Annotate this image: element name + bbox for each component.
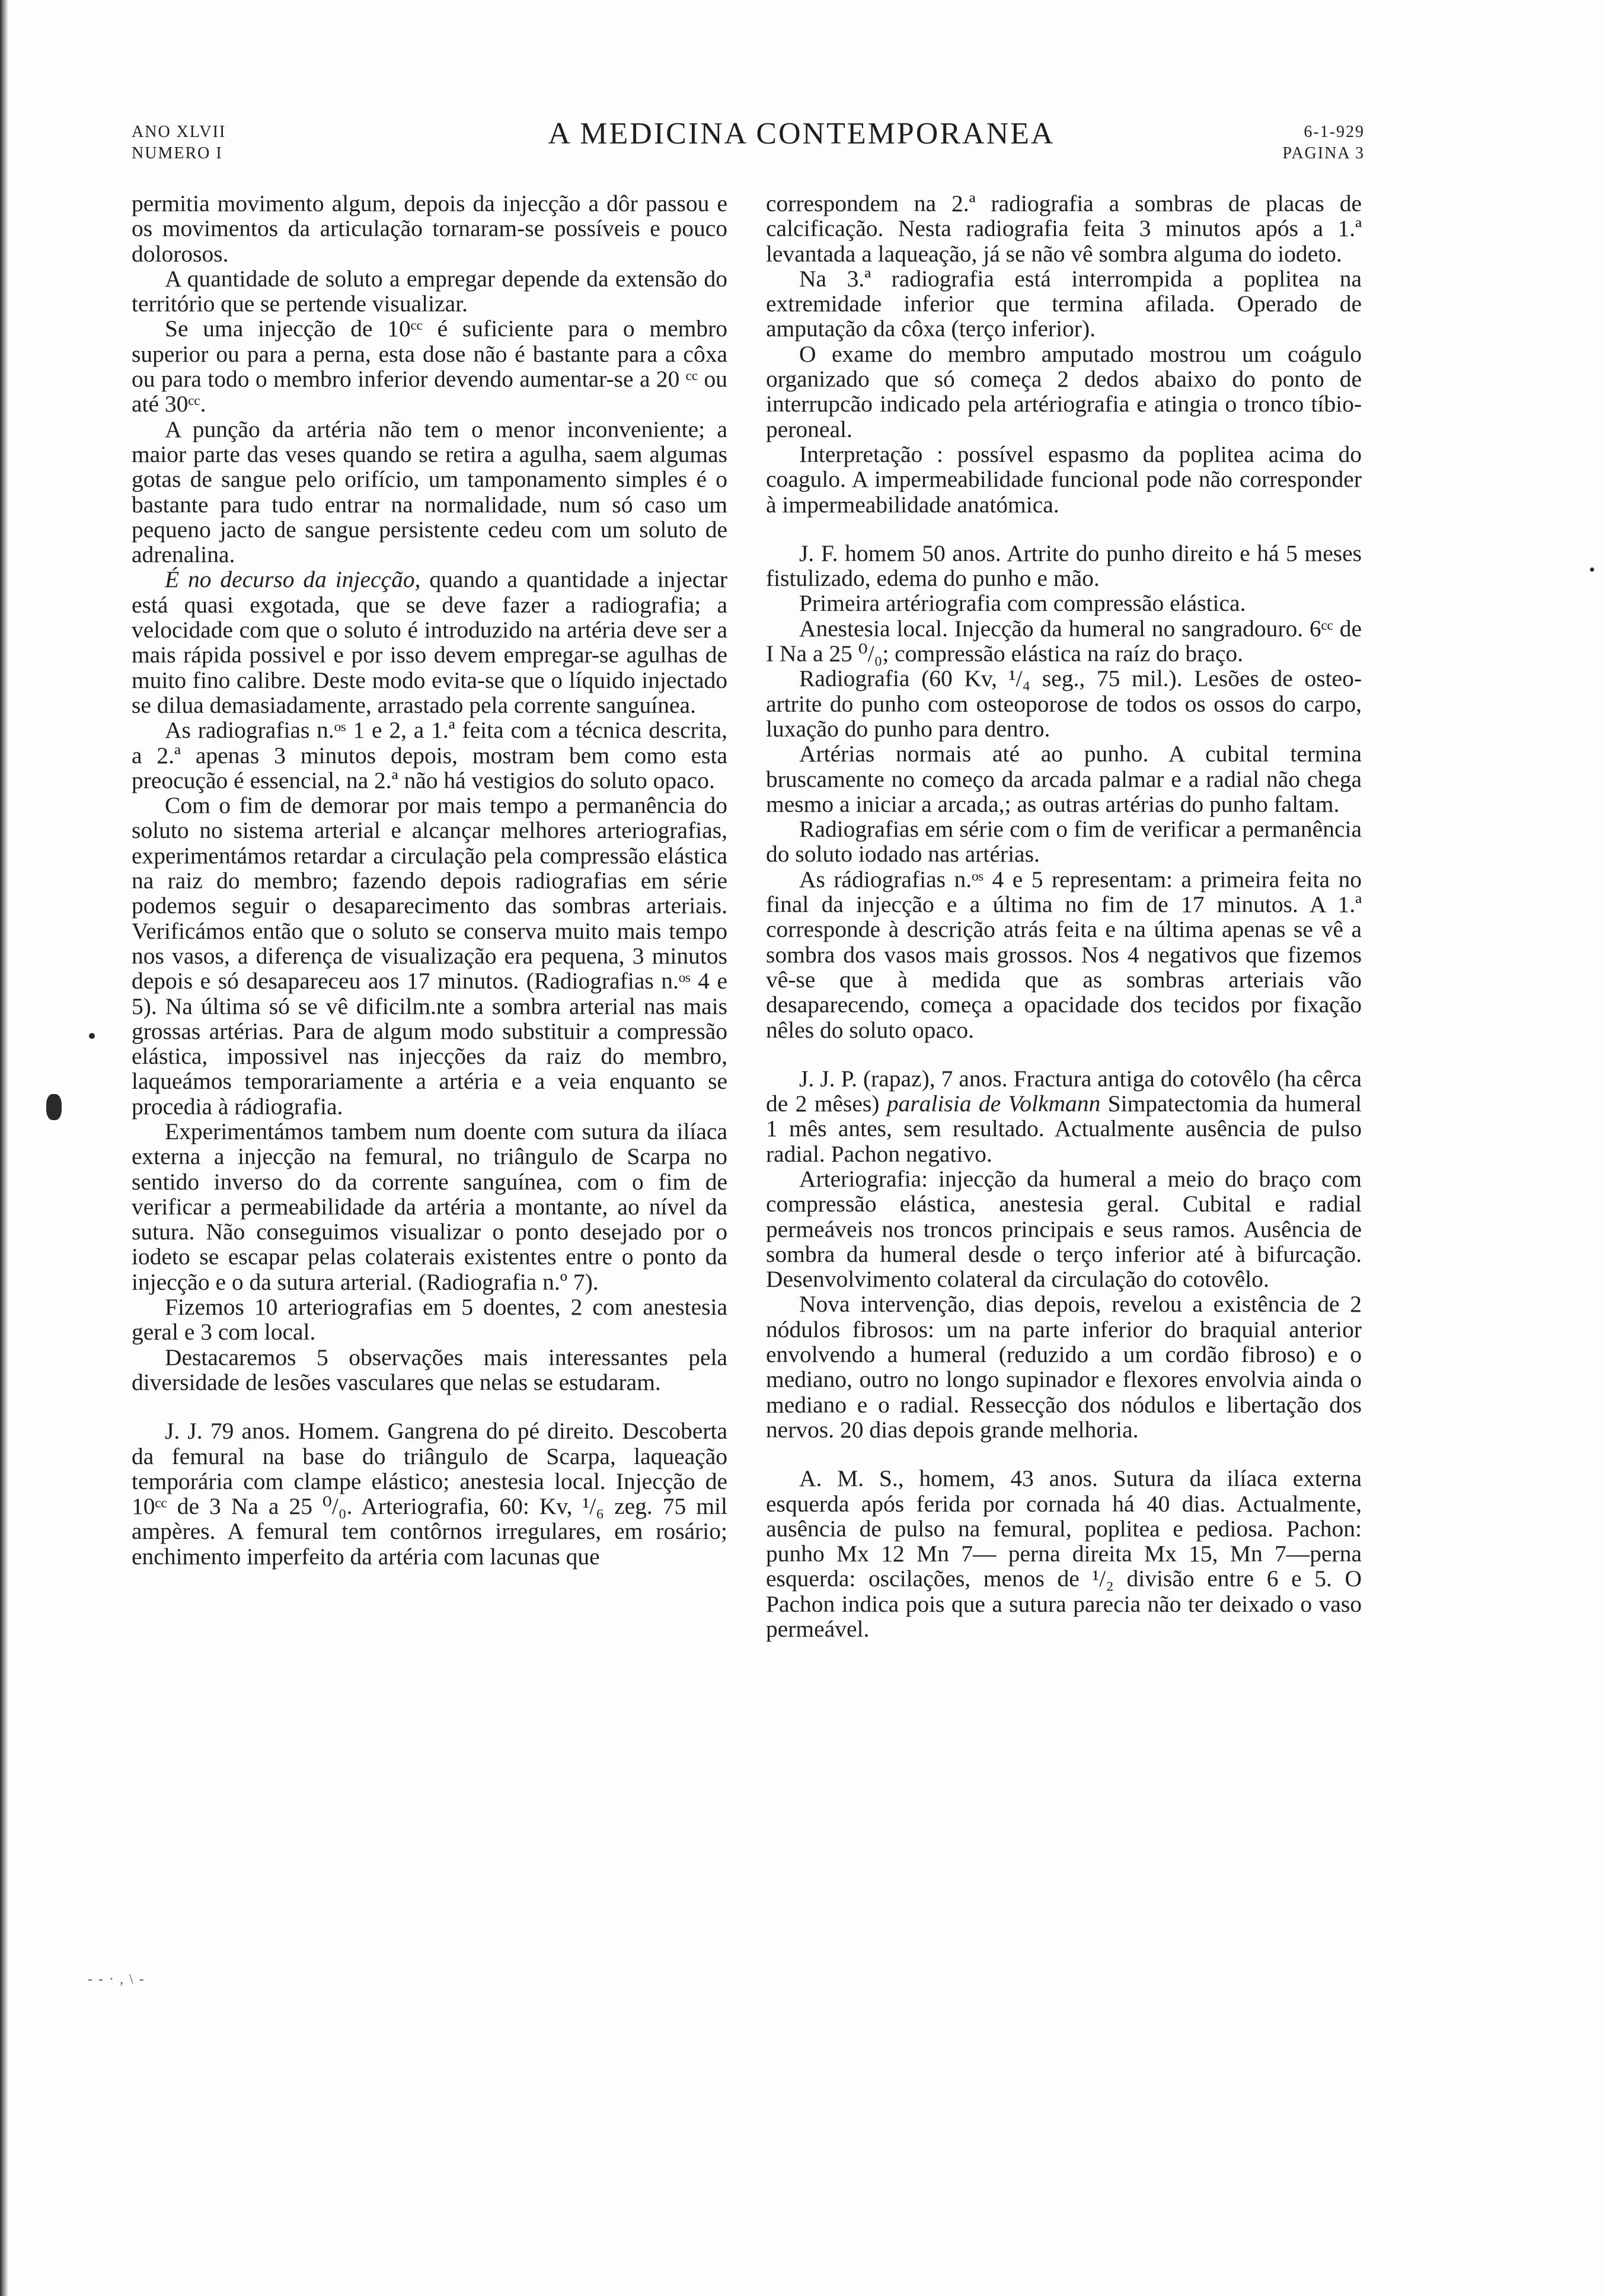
paragraph: Primeira artériografia com compressão elástica. <box>799 590 1246 617</box>
case-report: A. M. S., homem, 43 anos. Sutura da ilíaca externa esquerda após ferida por cornada há 40 dias. Actualmente, ausência de pulso na femural, poplitea e pediosa. Pachon: punho Mx 12 Mn 7— perna direita Mx 15, Mn 7—perna esquerda: oscilações, menos de ¹/₂ divisão entre 6 e 5. O Pachon indica pois que a sutura parecia não ter deixado o vaso permeável. <box>766 1465 1362 1643</box>
ink-speck <box>1590 567 1594 572</box>
paragraph: Interpretação : possível espasmo da poplitea acima do coagulo. A impermeabilidade funcional pode não corresponder à impermeabilidade anatómica. <box>766 441 1362 518</box>
paragraph: Arteriografia: injecção da humeral a meio do braço com compressão elástica, anestesia geral. Cubital e radial permeáveis nos troncos principais e seus ramos. Ausência de sombra da humeral desde o terço inferior até à bifurcação. Desenvolvimento colateral da circulação do cotovêlo. <box>766 1165 1362 1293</box>
paragraph: Radiografia (60 Kv, ¹/₄ seg., 75 mil.). Lesões de osteo-artrite do punho com osteoporose de todos os ossos do carpo, luxação do punho para dentro. <box>766 665 1362 742</box>
date-page-info <box>1282 122 1365 164</box>
paragraph: A punção da artéria não tem o menor inconveniente; a maior parte das veses quando se retira a agulha, saem algumas gotas de sangue pelo orifício, um tamponamento simples é o bastante para tudo entrar na normalidade, num só caso um pequeno jacto de sangue persistente cedeu com um soluto de adrenalina. <box>132 416 727 568</box>
paragraph: Fizemos 10 arteriografias em 5 doentes, 2 com anestesia geral e 3 com local. <box>132 1294 727 1345</box>
page-label: PAGINA 3 <box>1282 144 1365 162</box>
paragraph: Na 3.ª radiografia está interrompida a poplitea na extremidade inferior que termina afilada. Operado de amputação da côxa (terço inferior). <box>766 265 1362 342</box>
paragraph: Radiografias em série com o fim de verificar a permanência do soluto iodado nas artérias. <box>766 816 1362 868</box>
margin-scribble: - - · , \ - <box>88 1972 145 1987</box>
case-report: J. F. homem 50 anos. Artrite do punho direito e há 5 meses fistulizado, edema do punho e mão. <box>766 540 1362 592</box>
paragraph: A quantidade de soluto a empregar depende da extensão do território que se pertende visualizar. <box>132 265 727 317</box>
ink-blot <box>46 1094 62 1120</box>
paragraph-text: quando a quantidade a injectar está quasi exgotada, que se deve fazer a radiografia; a velocidade com que o soluto é introduzido na artéria deve ser a mais rápida possivel e por isso devem empregar-se agulhas de muito fino calibre. Deste modo evita-se que o líquido injectado se dilua demasiadamente, arrastado pela corrente sanguínea. <box>132 566 727 718</box>
right-column <box>766 191 1362 1641</box>
paragraph: Destacaremos 5 observações mais interessantes pela diversidade de lesões vasculares que nelas se estudaram. <box>132 1344 727 1395</box>
paragraph: Experimentámos tambem num doente com sutura da ilíaca externa a injecção na femural, no triângulo de Scarpa no sentido inverso do da corrente sanguínea, com o fim de verificar a permeabilidade da artéria a montante, ao nível da sutura. Não conseguimos visualizar o ponto desejado por o iodeto se escapar pelas colaterais existentes entre o ponto da injecção e o da sutura arterial. (Radiografia n.º 7). <box>132 1118 727 1295</box>
journal-title: A MEDICINA CONTEMPORANEA <box>548 117 1055 151</box>
paragraph: Nova intervenção, dias depois, revelou a existência de 2 nódulos fibrosos: um na parte inferior do braquial anterior envolvendo a humeral (reduzido a um cordão fibroso) e o mediano, outro no longo supinador e flexores envolvia ainda o mediano e o radial. Ressecção dos nódulos e libertação dos nervos. 20 dias depois grande melhoria. <box>766 1291 1362 1443</box>
paragraph-text: Simpatectomia da humeral 1 mês antes, sem resultado. Actualmente ausência de pulso radial. Pachon negativo. <box>766 1090 1362 1167</box>
paragraph <box>132 567 727 718</box>
paragraph-text: J. J. P. (rapaz), 7 anos. Fractura antiga do cotovêlo (ha cêrca de 2 mêses) <box>766 1065 1362 1117</box>
date-label: 6-1-929 <box>1304 123 1365 141</box>
page-edge-shadow <box>0 0 8 2296</box>
number-label: NUMERO I <box>132 144 223 162</box>
paragraph: As rádiografias n.ᵒˢ 4 e 5 representam: a primeira feita no final da injecção e a última no fim de 17 minutos. A 1.ª corresponde à descrição atrás feita e na última apenas se vê a sombra dos vasos mais grossos. Nos 4 negativos que fizemos vê-se que à medida que as sombras arteriais vão desaparecendo, começa a opacidade dos tecidos por fixação nêles do soluto opaco. <box>766 866 1362 1043</box>
paragraph: Anestesia local. Injecção da humeral no sangradouro. 6ᶜᶜ de I Na a 25 ⁰/₀; compressão elástica na raíz do braço. <box>766 615 1362 667</box>
paragraph: Com o fim de demorar por mais tempo a permanência do soluto no sistema arterial e alcançar melhores arteriografias, experimentámos retardar a circulação pela compressão elástica na raiz do membro; fazendo depois radiografias em série podemos seguir o desaparecimento das sombras arteriais. Verificámos então que o soluto se conserva muito mais tempo nos vasos, a diferença de visualização era pequena, 3 minutos depois e só desapareceu aos 17 minutos. (Radiografias n.ᵒˢ 4 e 5). Na última só se vê dificilm.nte a sombra arterial nas mais grossas artérias. Para de algum modo substituir a compressão elástica, impossivel nas injecções da raiz do membro, laqueámos temporariamente a artéria e a veia enquanto se procedia à rádiografia. <box>132 792 727 1120</box>
volume-label: ANO XLVII <box>132 123 226 141</box>
paragraph: As radiografias n.ᵒˢ 1 e 2, a 1.ª feita com a técnica descrita, a 2.ª apenas 3 minutos depois, mostram bem como esta preocução é essencial, na 2.ª não há vestigios do soluto opaco. <box>132 717 727 793</box>
case-report: J. J. 79 anos. Homem. Gangrena do pé direito. Descoberta da femural na base do triângulo de Scarpa, laqueação temporária com clampe elástico; anestesia local. Injecção de 10ᶜᶜ de 3 Na a 25 ⁰/₀. Arteriografia, 60: Kv, ¹/₆ zeg. 75 mil ampères. A femural tem contôrnos irregulares, em rosário; enchimento imperfeito da artéria com lacunas que <box>132 1418 727 1570</box>
italic-phrase: É no decurso da injecção, <box>165 566 421 593</box>
paragraph: O exame do membro amputado mostrou um coágulo organizado que só começa 2 dedos abaixo do ponto de interrupcão indicado pela artériografia e atingia o tronco tíbio-peroneal. <box>766 340 1362 442</box>
ink-speck <box>89 1033 95 1039</box>
paragraph: Artérias normais até ao punho. A cubital termina bruscamente no começo da arcada palmar e a radial não chega mesmo a iniciar a arcada,; as outras artérias do punho faltam. <box>766 741 1362 817</box>
italic-phrase: paralisia de Volkmann <box>886 1090 1101 1117</box>
paragraph: Se uma injecção de 10ᶜᶜ é suficiente para o membro superior ou para a perna, esta dose não é bastante para a côxa ou para todo o membro inferior devendo aumentar-se a 20 ᶜᶜ ou até 30ᶜᶜ. <box>132 315 727 417</box>
case-report <box>766 1066 1362 1166</box>
left-column <box>132 191 727 1569</box>
paragraph: correspondem na 2.ª radiografia a sombras de placas de calcificação. Nesta radiografia feita 3 minutos após a 1.ª levantada a laqueação, já se não vê sombra alguma do iodeto. <box>766 190 1362 267</box>
paragraph: permitia movimento algum, depois da injecção a dôr passou e os movimentos da articulação tornaram-se possíveis e pouco dolorosos. <box>132 190 727 267</box>
